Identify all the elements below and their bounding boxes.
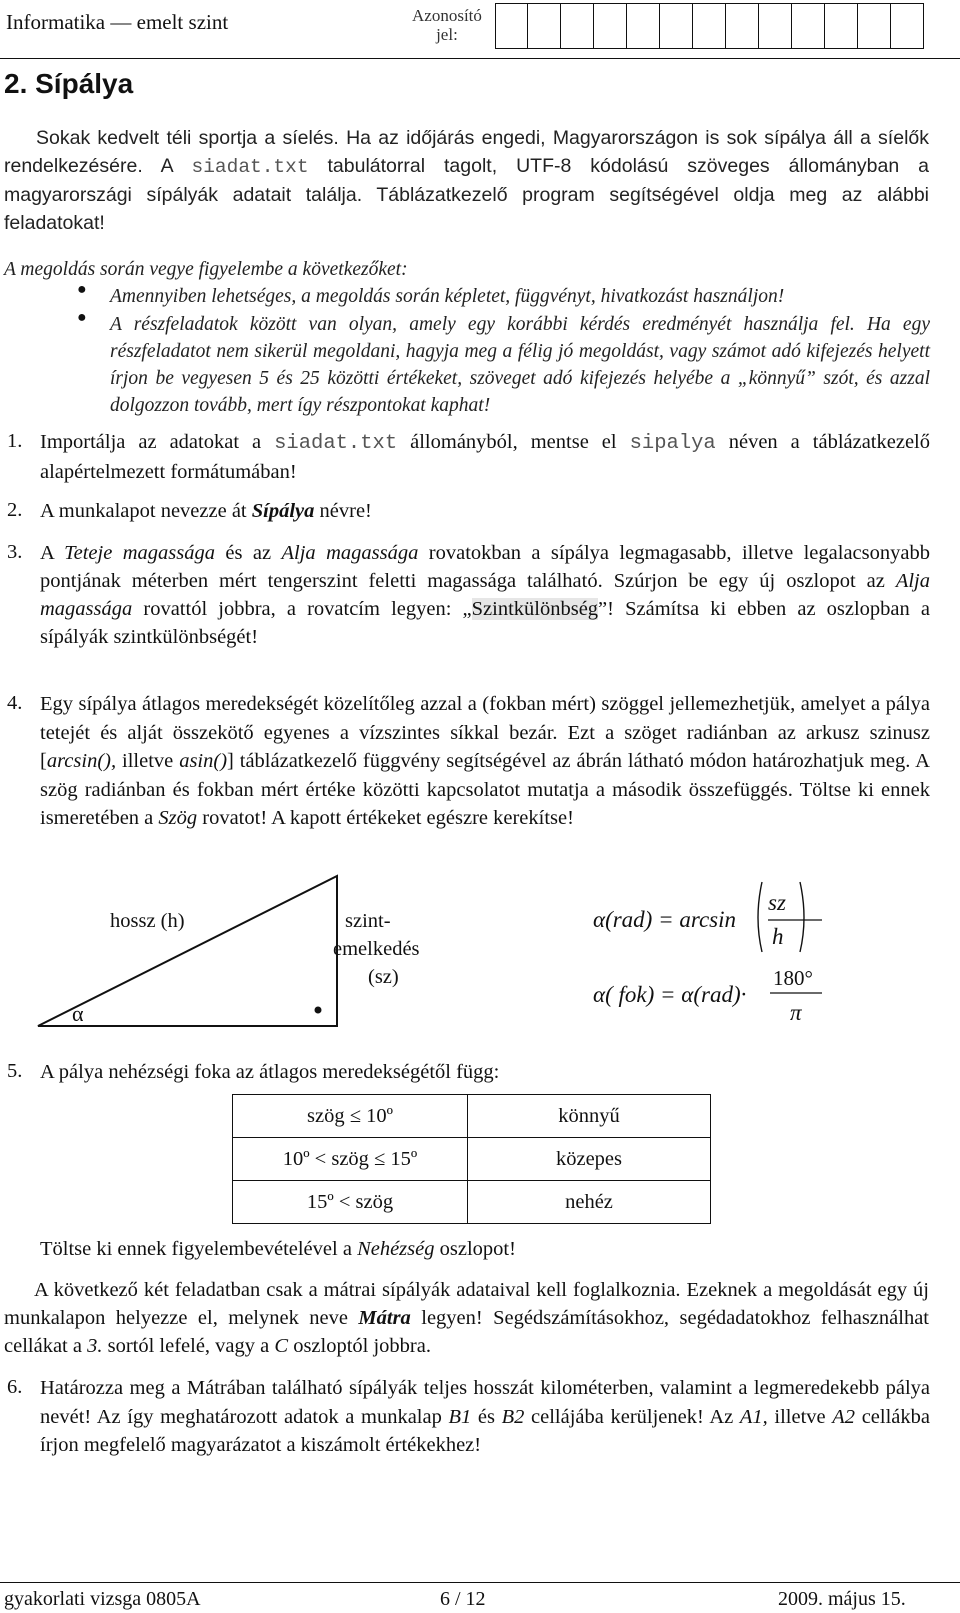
task-3-field: Alja magassága <box>281 542 419 564</box>
formula-2-numerator: 180° <box>773 966 813 990</box>
alpha-label: α <box>72 1001 84 1026</box>
mátra-intro-paragraph <box>4 1276 929 1360</box>
between-part: sortól lefelé, vagy a <box>102 1335 275 1357</box>
task-3-text <box>40 539 930 651</box>
task-6-cell: B2 <box>501 1405 525 1428</box>
between-part: legyen! Segédszámításokhoz, segédadatokhoz felhasználhat cellákat a <box>4 1307 929 1357</box>
task-6-cell: A2 <box>832 1405 856 1428</box>
task-number: 1. <box>7 430 23 452</box>
id-box <box>726 3 759 49</box>
rise-label-1: szint- <box>345 910 391 932</box>
id-label-line2: jel: <box>436 25 458 44</box>
task-5-after-part: oszlopot! <box>434 1238 516 1260</box>
footer-exam-code: gyakorlati vizsga 0805A <box>4 1588 201 1610</box>
hypotenuse-label: hossz (h) <box>110 910 185 932</box>
table-cell-condition: 15º < szög <box>233 1181 468 1224</box>
id-box <box>693 3 726 49</box>
id-box <box>495 3 528 49</box>
intro-text-1: Sokak kedvelt téli sportja a síelés. Ha az időjárás engedi, Magyarországon is sok sípálya áll a síelők rendelkezésére. A <box>4 127 929 177</box>
intro-paragraph <box>4 124 929 237</box>
slope-figure <box>0 860 960 1045</box>
task-number: 3. <box>7 541 23 563</box>
task-2-text <box>40 497 930 525</box>
difficulty-table <box>232 1094 711 1224</box>
task-1-part: néven a táblázatkezelő alapértelmezett formátumában! <box>40 431 930 483</box>
id-box <box>825 3 858 49</box>
table-cell-level: közepes <box>468 1138 711 1181</box>
table-row <box>233 1181 711 1224</box>
notes-lead: A megoldás során vegye figyelembe a következőket: <box>4 259 408 280</box>
task-3-field: Alja magassága <box>40 570 930 620</box>
table-row <box>233 1095 711 1138</box>
subject-title: Informatika — emelt szint <box>6 10 229 34</box>
footer-divider <box>0 1582 960 1583</box>
right-paren-icon <box>800 882 804 952</box>
task-3-part: rovattól jobbra, a rovatcím legyen: „ <box>132 598 472 620</box>
task-number: 4. <box>7 692 23 714</box>
task-4-func: asin() <box>179 750 228 772</box>
id-box <box>792 3 825 49</box>
task-5-text: A pálya nehézségi foka az átlagos meredekségétől függ: <box>40 1061 500 1083</box>
task-5-after <box>40 1236 516 1263</box>
task-4-text <box>40 690 930 833</box>
id-box <box>561 3 594 49</box>
task-4-part: ] táblázatkezelő függvény segítségével az ábrán látható módon határozhatjuk meg. A szög radiánban és fokban mért értéke közötti kapcsolatot mutatja a második összefüggés. Töltse ki ennek ismeretében a <box>40 750 930 829</box>
page-header <box>0 0 960 58</box>
task-1-file: siadat.txt <box>274 432 398 455</box>
table-row <box>233 1138 711 1181</box>
id-boxes <box>495 3 924 51</box>
task-1-text <box>40 428 930 486</box>
table-cell-condition: szög ≤ 10º <box>233 1095 468 1138</box>
task-5-after-part: Töltse ki ennek figyelembevételével a <box>40 1238 358 1260</box>
formula-1-denominator: h <box>772 924 784 949</box>
table-cell-condition: 10º < szög ≤ 15º <box>233 1138 468 1181</box>
page-title: 2. Sípálya <box>4 68 134 99</box>
bullet-icon: ● <box>77 281 87 298</box>
task-6-part: cellákba írjon megfelelő magyarázatot a kiszámolt értékekhez! <box>40 1405 930 1456</box>
id-box <box>627 3 660 49</box>
formula-1-lhs: α(rad) = arcsin <box>593 907 737 932</box>
between-part: A következő két feladatban csak a mátrai sípályák adataival kell foglalkoznia. Ezeknek a megoldását egy új munkalapon helyezze el, melynek neve <box>4 1279 929 1329</box>
formula-1-numerator: sz <box>768 890 786 915</box>
task-3-part: és az <box>214 542 282 564</box>
id-box <box>528 3 561 49</box>
rise-label-2: emelkedés <box>333 938 420 960</box>
between-ref: 3. <box>87 1335 103 1357</box>
rise-label-3: (sz) <box>368 966 399 988</box>
id-label <box>412 6 482 44</box>
header-divider <box>0 58 960 59</box>
task-2-part: A munkalapot nevezze át <box>40 500 252 522</box>
task-4-part: rovatot! A kapott értékeket egészre kerekítse! <box>197 807 574 829</box>
task-6-part: cellájába kerüljenek! Az <box>524 1405 740 1428</box>
task-3-part: ”! Számítsa ki ebben az oszlopban a sípályák szintkülönbségét! <box>40 598 930 648</box>
task-6-part: Határozza meg a Mátrában található sípályák teljes hosszát kilométerben, valamint a legmeredekebb pálya nevét! Az így meghatározott adatok a munkalap <box>40 1377 930 1428</box>
task-number: 5. <box>7 1060 23 1082</box>
table-cell-level: könnyű <box>468 1095 711 1138</box>
task-3-part: A <box>40 542 65 564</box>
id-box <box>858 3 891 49</box>
task-6-cell: B1 <box>448 1405 472 1428</box>
task-2-part: névre! <box>314 500 372 522</box>
formula-2-lhs: α( fok) = α(rad)· <box>593 982 747 1007</box>
id-box <box>660 3 693 49</box>
left-paren-icon <box>758 882 762 952</box>
between-ref: C <box>274 1335 289 1357</box>
task-6-part: illetve <box>767 1405 833 1428</box>
between-part: oszloptól jobbra. <box>288 1335 431 1357</box>
sheet-name-matra: Mátra <box>358 1307 411 1329</box>
note-bullet-2: A részfeladatok között van olyan, amely egy korábbi kérdés eredményét használja fel. Ha egy részfeladatot nem sikerül megoldani, hagyja meg a félig jó megoldást, vagy számot adó kifejezés helyett írjon be vegyesen 5 és 25 közötti értékeket, szöveget adó kifejezés helyébe a „könnyű” szót, és azzal dolgozzon tovább, mert így részpontokat kaphat! <box>110 314 930 416</box>
note-bullet-1: Amennyiben lehetséges, a megoldás során képletet, függvényt, hivatkozást használjon! <box>110 286 785 307</box>
task-6-part: és <box>471 1405 502 1428</box>
task-1-savename: sipalya <box>629 432 716 455</box>
task-1-part: állományból, mentse el <box>397 431 630 453</box>
right-angle-marker <box>315 1007 322 1014</box>
footer-date: 2009. május 15. <box>778 1588 906 1610</box>
bullet-icon: ● <box>77 309 87 326</box>
formula-2-denominator: π <box>790 1000 802 1025</box>
task-5-field: Nehézség <box>357 1238 435 1260</box>
task-4-part: Egy sípálya átlagos meredekségét közelítőleg azzal a (fokban mért) szöggel jellemezhetjük, amelyet a pálya tetejét és alját összekötő egyenes a vízszintes síkkal bezár. Ezt a szöget radiánban az arkusz szinusz [ <box>40 693 930 772</box>
task-6-text <box>40 1374 930 1460</box>
task-number: 2. <box>7 499 23 521</box>
id-box <box>891 3 924 49</box>
id-box <box>759 3 792 49</box>
task-4-part: illetve <box>116 750 180 772</box>
intro-text-2: tabulátorral tagolt, UTF-8 kódolású szöveges állományban a magyarországi sípályák adatait találja. Táblázatkezelő program segítségével oldja meg az alábbi feladatokat! <box>4 155 930 234</box>
task-4-func: arcsin(), <box>46 750 117 772</box>
task-1-part: Importálja az adatokat a <box>40 431 275 453</box>
task-2-sheetname: Sípálya <box>251 500 315 522</box>
footer-page-number: 6 / 12 <box>440 1588 486 1610</box>
id-label-line1: Azonosító <box>412 6 482 25</box>
task-number: 6. <box>7 1376 23 1398</box>
task-6-cell: A1, <box>739 1405 768 1428</box>
task-3-part: rovatokban a sípálya legmagasabb, illetve legalacsonyabb pontjának méterben mért tengerszint feletti magassága található. Szúrjon be egy új oszlopot az <box>40 542 930 592</box>
intro-filename: siadat.txt <box>191 156 309 178</box>
table-cell-level: nehéz <box>468 1181 711 1224</box>
id-box <box>594 3 627 49</box>
task-3-field: Teteje magassága <box>64 542 215 564</box>
task-3-header-name: Szintkülönbség <box>471 598 599 620</box>
task-4-field: Szög <box>158 807 198 829</box>
